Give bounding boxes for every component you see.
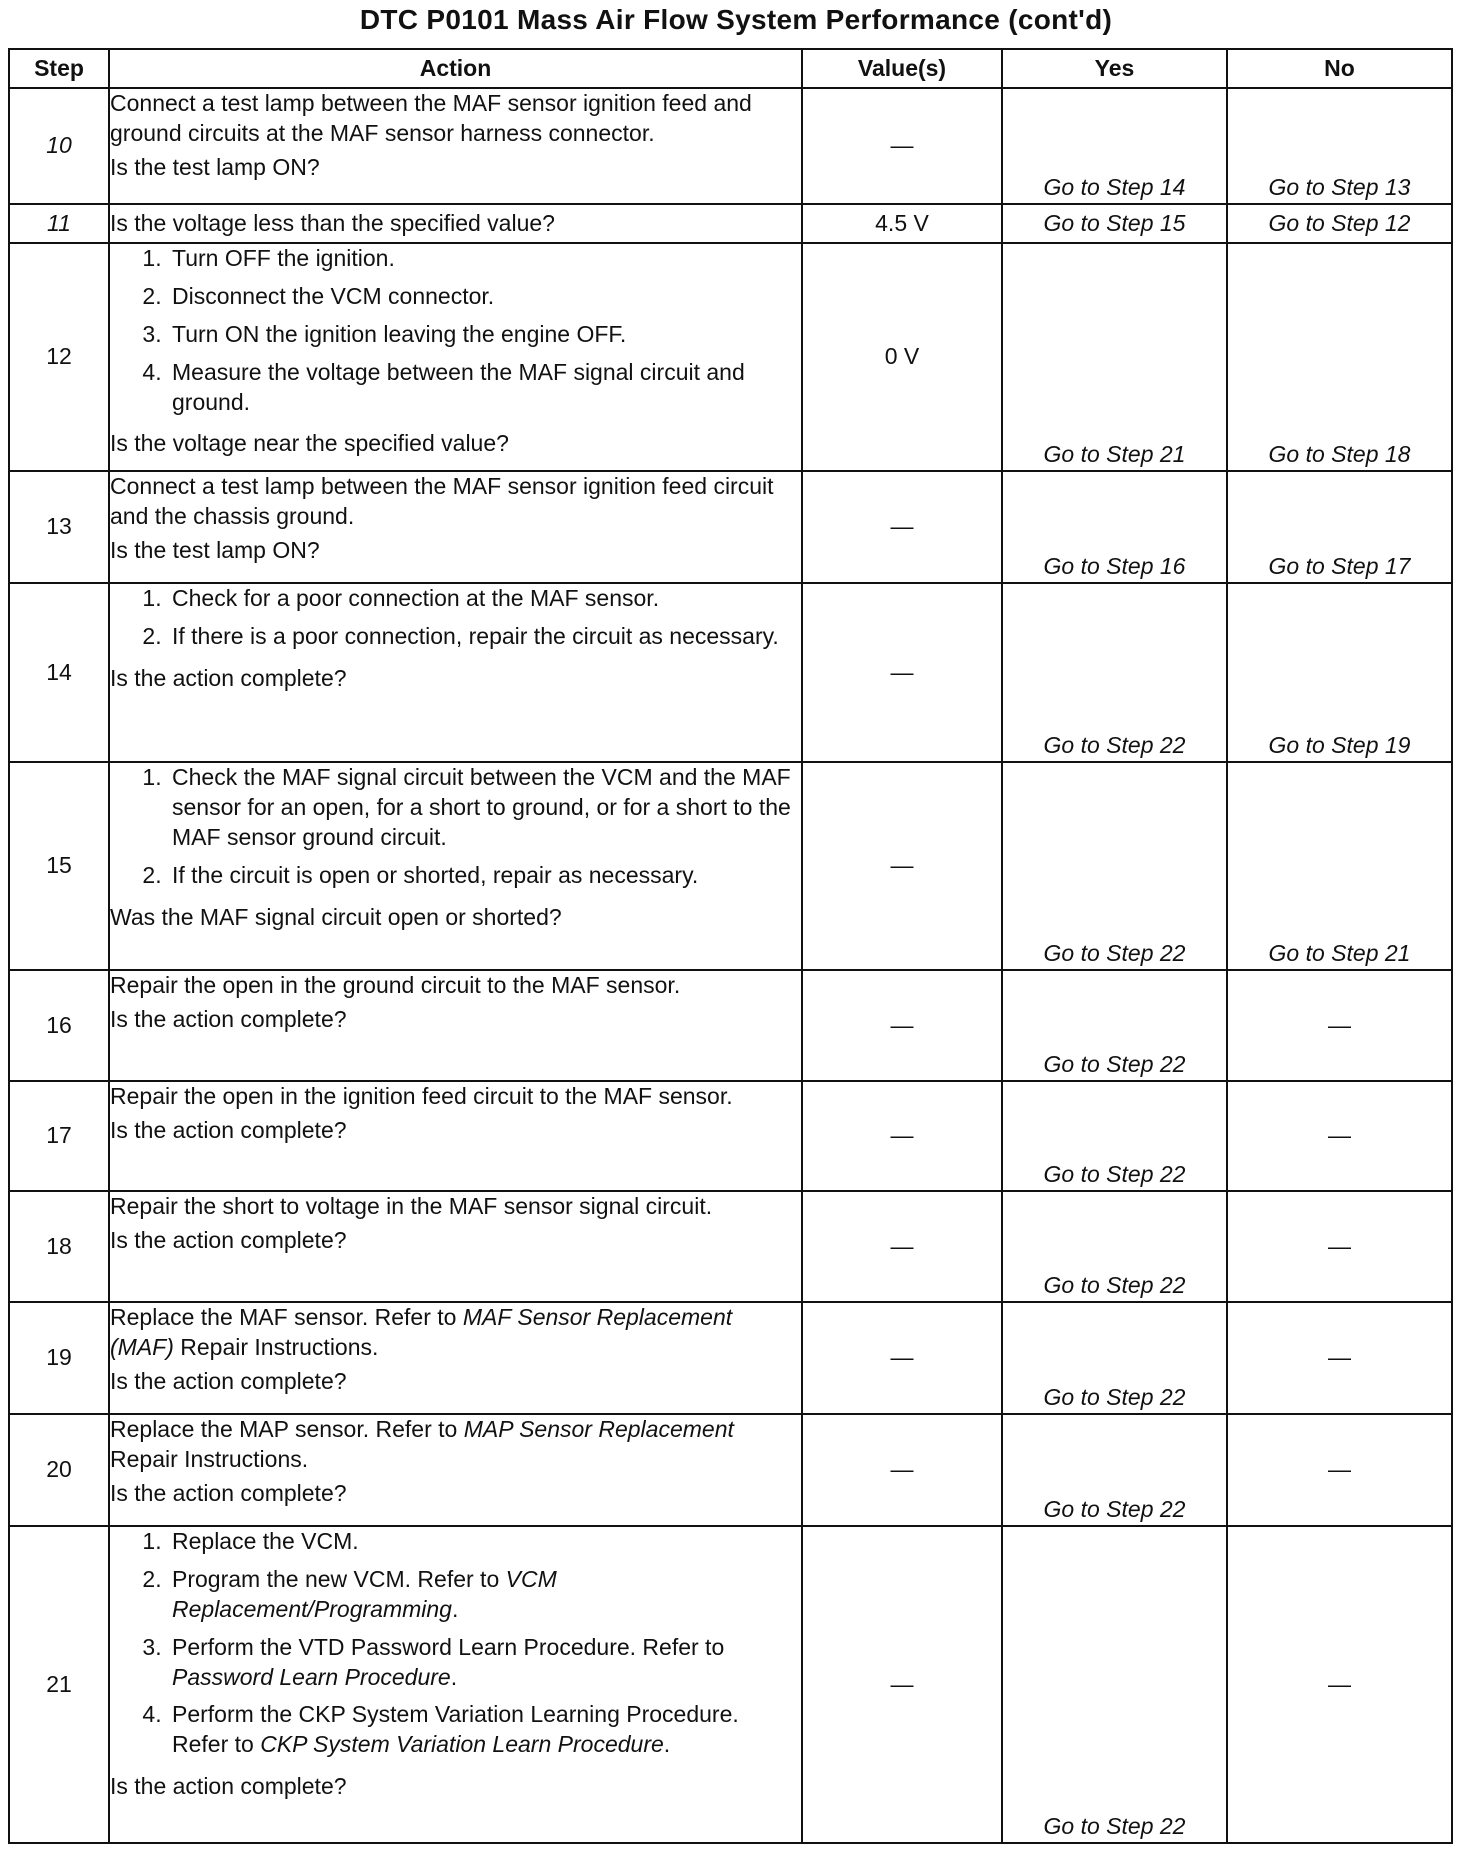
- value-cell: —: [802, 1302, 1002, 1414]
- value-cell: —: [802, 762, 1002, 970]
- yes-cell: Go to Step 22: [1002, 1191, 1227, 1302]
- action-cell: [109, 471, 802, 583]
- action-text: [110, 1303, 801, 1363]
- header-values: Value(s): [802, 49, 1002, 88]
- action-cell: [109, 762, 802, 970]
- reference-title: MAF Sensor Replacement (MAF): [110, 1304, 733, 1360]
- list-item: 1. Replace the VCM.: [168, 1527, 801, 1557]
- action-question: Is the action complete?: [110, 1773, 347, 1800]
- table-row: [9, 1191, 1452, 1302]
- table-row: [9, 204, 1452, 243]
- step-number: 17: [9, 1081, 109, 1191]
- action-question: Was the MAF signal circuit open or shorted?: [110, 903, 562, 930]
- header-no: No: [1227, 49, 1452, 88]
- table-row: [9, 970, 1452, 1081]
- action-text-part: Repair Instructions.: [173, 1333, 379, 1360]
- value-cell: —: [802, 471, 1002, 583]
- no-cell: Go to Step 17: [1227, 471, 1452, 583]
- table-row: [9, 1526, 1452, 1843]
- action-text-part: Replace the MAP sensor. Refer to: [110, 1416, 464, 1442]
- action-text-part: .: [450, 1663, 458, 1690]
- no-cell: —: [1227, 1526, 1452, 1843]
- step-number: 15: [9, 762, 109, 970]
- action-steps-list: [110, 1527, 801, 1768]
- action-question: Is the action complete?: [110, 1367, 347, 1394]
- table-row: [9, 583, 1452, 762]
- no-cell: —: [1227, 1302, 1452, 1414]
- action-question: Is the action complete?: [110, 1005, 347, 1032]
- step-number: 19: [9, 1302, 109, 1414]
- action-cell: [109, 1191, 802, 1302]
- header-step: Step: [9, 49, 109, 88]
- list-item: 1. Turn OFF the ignition.: [168, 244, 801, 274]
- action-cell: [109, 1526, 802, 1843]
- action-text-part: Perform the CKP System Variation Learning Procedure. Refer to: [172, 1701, 739, 1758]
- table-row: [9, 243, 1452, 471]
- action-cell: [109, 1302, 802, 1414]
- yes-cell: Go to Step 22: [1002, 1081, 1227, 1191]
- no-cell: —: [1227, 1081, 1452, 1191]
- value-cell: 4.5 V: [802, 204, 1002, 243]
- action-question: Is the action complete?: [110, 1116, 347, 1143]
- action-text: Repair the short to voltage in the MAF sensor signal circuit.: [110, 1193, 713, 1219]
- action-cell: [109, 1414, 802, 1526]
- yes-cell: Go to Step 22: [1002, 1302, 1227, 1414]
- value-cell: 0 V: [802, 243, 1002, 471]
- header-yes: Yes: [1002, 49, 1227, 88]
- list-item: 1. Check for a poor connection at the MAF sensor.: [168, 584, 801, 614]
- action-cell: [109, 970, 802, 1081]
- action-question: Is the voltage near the specified value?: [110, 430, 509, 457]
- list-item: [168, 1633, 801, 1693]
- action-text: Repair the open in the ignition feed circuit to the MAF sensor.: [110, 1083, 733, 1109]
- value-cell: —: [802, 1081, 1002, 1191]
- action-text-part: Repair Instructions.: [110, 1445, 309, 1472]
- table-header-row: [9, 49, 1452, 88]
- action-question: Is the action complete?: [110, 664, 347, 691]
- step-number: 13: [9, 471, 109, 583]
- value-cell: —: [802, 88, 1002, 204]
- action-text: Repair the open in the ground circuit to the MAF sensor.: [110, 972, 681, 998]
- no-cell: —: [1227, 970, 1452, 1081]
- page-title: DTC P0101 Mass Air Flow System Performance (cont'd): [359, 4, 1113, 35]
- list-item: 2. Disconnect the VCM connector.: [168, 282, 801, 312]
- action-text-part: Replace the MAF sensor. Refer to: [110, 1304, 463, 1330]
- action-text-part: .: [451, 1595, 459, 1622]
- table-row: [9, 471, 1452, 583]
- action-question: Is the voltage less than the specified value?: [110, 209, 555, 236]
- yes-cell: Go to Step 22: [1002, 762, 1227, 970]
- action-question: Is the action complete?: [110, 1479, 347, 1506]
- reference-title: Password Learn Procedure: [172, 1663, 451, 1690]
- step-number: 16: [9, 970, 109, 1081]
- diagnostic-table: [8, 48, 1453, 1844]
- header-action: Action: [109, 49, 802, 88]
- action-text: [110, 1415, 801, 1475]
- table-row: [9, 1414, 1452, 1526]
- yes-cell: Go to Step 16: [1002, 471, 1227, 583]
- reference-title: CKP System Variation Learn Procedure: [260, 1731, 664, 1758]
- action-steps-list: [110, 584, 801, 660]
- yes-cell: Go to Step 22: [1002, 1414, 1227, 1526]
- action-text-part: Program the new VCM. Refer to: [172, 1565, 506, 1592]
- action-question: Is the test lamp ON?: [110, 536, 320, 563]
- table-row: [9, 88, 1452, 204]
- no-cell: —: [1227, 1191, 1452, 1302]
- action-cell: [109, 1081, 802, 1191]
- step-number: 10: [9, 88, 109, 204]
- no-cell: —: [1227, 1414, 1452, 1526]
- action-question: Is the action complete?: [110, 1226, 347, 1253]
- step-number: 12: [9, 243, 109, 471]
- action-cell: [109, 204, 802, 243]
- list-item: 1. Check the MAF signal circuit between the VCM and the MAF sensor for an open, for a short to ground, or for a short to the MAF sensor ground circuit.: [168, 763, 801, 853]
- step-number: 20: [9, 1414, 109, 1526]
- no-cell: Go to Step 19: [1227, 583, 1452, 762]
- table-row: [9, 1302, 1452, 1414]
- list-item: 4. Measure the voltage between the MAF signal circuit and ground.: [168, 358, 801, 418]
- action-question: Is the test lamp ON?: [110, 153, 320, 180]
- reference-title: MAP Sensor Replacement: [463, 1416, 734, 1442]
- action-cell: [109, 88, 802, 204]
- reference-title: VCM Replacement/Programming: [172, 1565, 557, 1622]
- step-number: 21: [9, 1526, 109, 1843]
- step-number: 18: [9, 1191, 109, 1302]
- list-item: 2. If the circuit is open or shorted, repair as necessary.: [168, 861, 801, 891]
- value-cell: —: [802, 1414, 1002, 1526]
- no-cell: Go to Step 12: [1227, 204, 1452, 243]
- list-item: 2. If there is a poor connection, repair the circuit as necessary.: [168, 622, 801, 652]
- value-cell: —: [802, 583, 1002, 762]
- action-text-part: Perform the VTD Password Learn Procedure. Refer to: [172, 1633, 725, 1660]
- value-cell: —: [802, 1526, 1002, 1843]
- step-number: 11: [9, 204, 109, 243]
- action-text: Connect a test lamp between the MAF sensor ignition feed and ground circuits at the MAF sensor harness connector.: [110, 90, 752, 146]
- action-cell: [109, 243, 802, 471]
- no-cell: Go to Step 21: [1227, 762, 1452, 970]
- yes-cell: Go to Step 14: [1002, 88, 1227, 204]
- yes-cell: Go to Step 15: [1002, 204, 1227, 243]
- list-item: 3. Turn ON the ignition leaving the engine OFF.: [168, 320, 801, 350]
- action-cell: [109, 583, 802, 762]
- yes-cell: Go to Step 22: [1002, 1526, 1227, 1843]
- action-steps-list: [110, 244, 801, 425]
- action-text: Connect a test lamp between the MAF sensor ignition feed circuit and the chassis ground.: [110, 473, 774, 529]
- yes-cell: Go to Step 22: [1002, 970, 1227, 1081]
- table-row: [9, 762, 1452, 970]
- action-text-part: .: [663, 1731, 671, 1758]
- list-item: [168, 1700, 801, 1760]
- no-cell: Go to Step 13: [1227, 88, 1452, 204]
- value-cell: —: [802, 1191, 1002, 1302]
- list-item: [168, 1565, 801, 1625]
- value-cell: —: [802, 970, 1002, 1081]
- table-row: [9, 1081, 1452, 1191]
- yes-cell: Go to Step 22: [1002, 583, 1227, 762]
- no-cell: Go to Step 18: [1227, 243, 1452, 471]
- action-steps-list: [110, 763, 801, 899]
- yes-cell: Go to Step 21: [1002, 243, 1227, 471]
- step-number: 14: [9, 583, 109, 762]
